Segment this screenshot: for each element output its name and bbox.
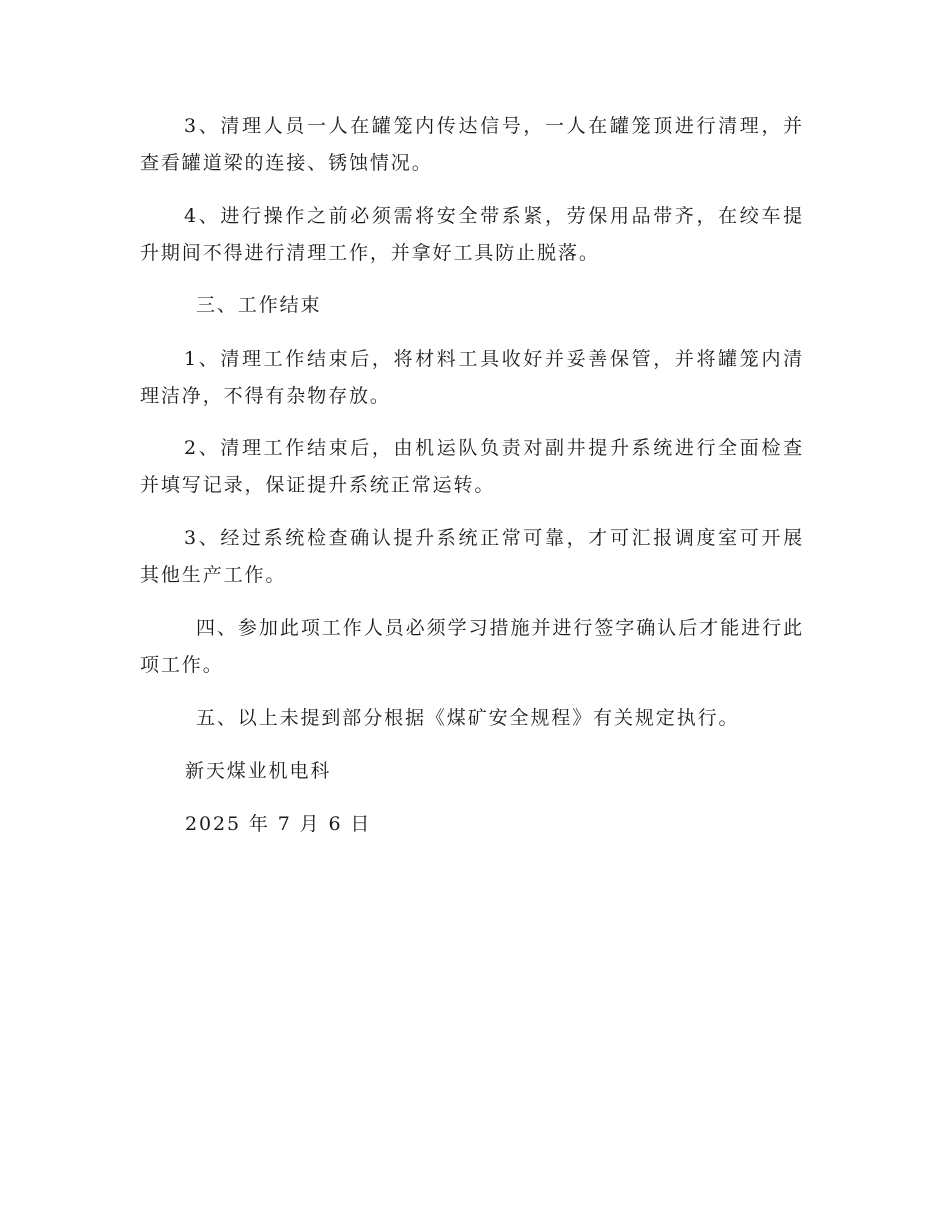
- paragraph-3-cleaning-personnel: 3、清理人员一人在罐笼内传达信号，一人在罐笼顶进行清理，并查看罐道梁的连接、锈蚀情况。: [140, 115, 804, 174]
- paragraph-1-tools-storage: 1、清理工作结束后，将材料工具收好并妥善保管，并将罐笼内清理洁净，不得有杂物存放。: [140, 348, 804, 407]
- paragraph-3-system-confirmation: 3、经过系统检查确认提升系统正常可靠，才可汇报调度室可开展其他生产工作。: [140, 527, 804, 586]
- section-four-training-sign: 四、参加此项工作人员必须学习措施并进行签字确认后才能进行此项工作。: [140, 617, 804, 676]
- signature-date: 2025 年 7 月 6 日: [185, 813, 372, 835]
- signature-organization: 新天煤业机电科: [185, 760, 332, 782]
- paragraph-4-safety-belt: 4、进行操作之前必须需将安全带系紧，劳保用品带齐，在绞车提升期间不得进行清理工作，并拿好工具防止脱落。: [140, 205, 804, 264]
- paragraph-2-system-inspection: 2、清理工作结束后，由机运队负责对副井提升系统进行全面检查并填写记录，保证提升系统正常运转。: [140, 437, 804, 496]
- section-heading-work-end: 三、工作结束: [196, 294, 322, 316]
- section-five-regulations: 五、以上未提到部分根据《煤矿安全规程》有关规定执行。: [196, 707, 740, 729]
